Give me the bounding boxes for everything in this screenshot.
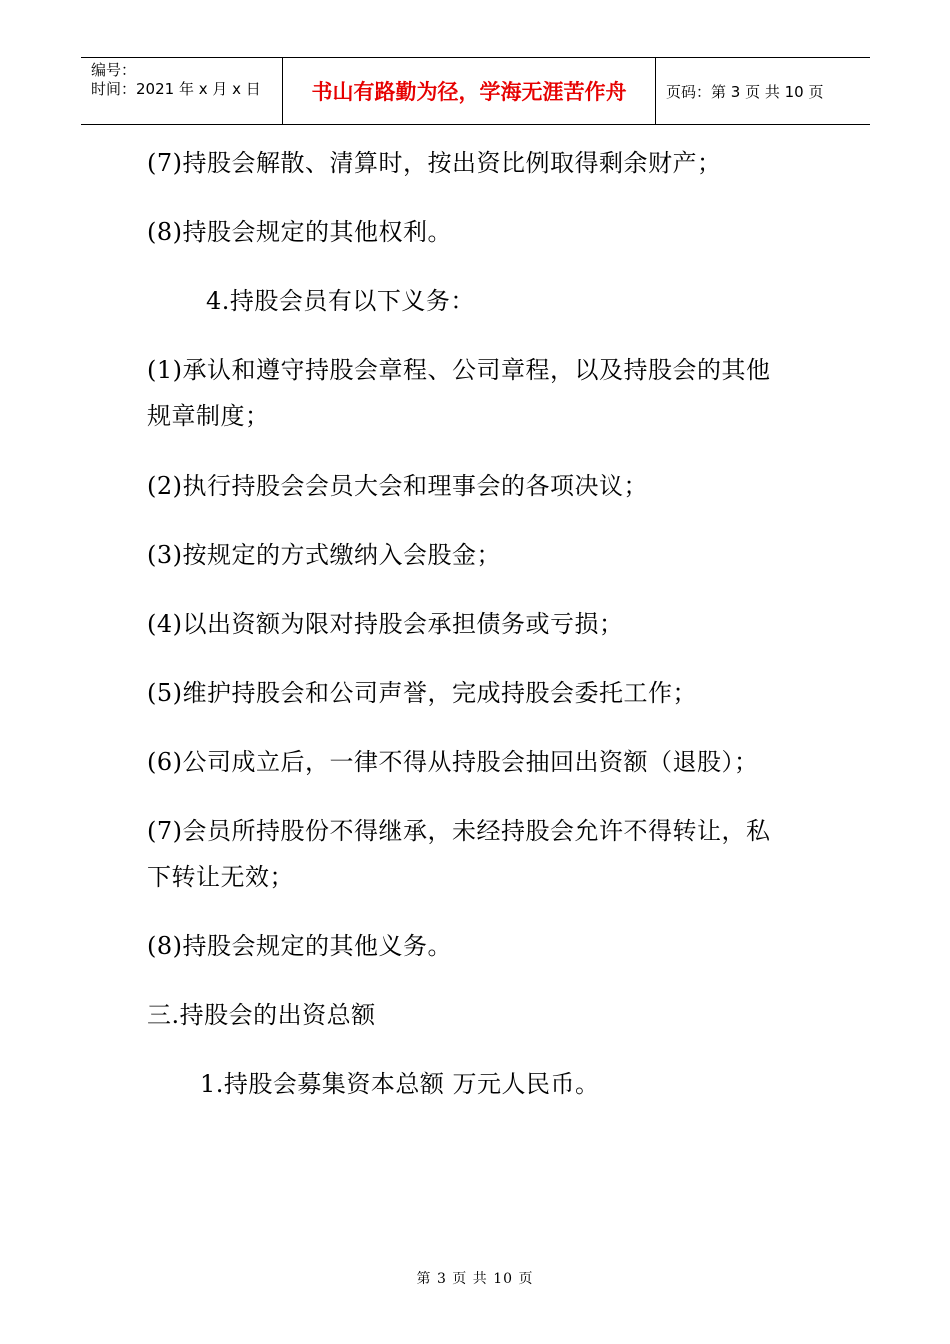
document-date-label: 时间：2021 年 x 月 x 日 [91,80,261,98]
body-line: (4)以出资额为限对持股会承担债务或亏损； [147,610,624,638]
body-line: (7)会员所持股份不得继承，未经持股会允许不得转让，私 [147,817,771,845]
body-line: (3)按规定的方式缴纳入会股金； [147,541,501,569]
body-line: (1)承认和遵守持股会章程、公司章程，以及持股会的其他 [147,356,771,384]
document-number-label: 编号： [91,61,137,79]
body-line: (7)持股会解散、清算时，按出资比例取得剩余财产； [147,149,722,177]
header-motto: 书山有路勤为径，学海无涯苦作舟 [283,58,656,124]
section-heading: 4.持股会员有以下义务： [206,287,475,315]
header-meta [81,58,283,124]
body-line: 1.持股会募集资本总额 万元人民币。 [200,1070,600,1098]
body-line: (8)持股会规定的其他义务。 [147,932,452,960]
body-line: (2)执行持股会会员大会和理事会的各项决议； [147,472,648,500]
body-line: (5)维护持股会和公司声誉，完成持股会委托工作； [147,679,697,707]
body-line: (8)持股会规定的其他权利。 [147,218,452,246]
header-page-info: 页码：第 3 页 共 10 页 [666,82,824,101]
page-footer: 第 3 页 共 10 页 [416,1271,534,1287]
page-header [81,57,870,125]
body-line: (6)公司成立后，一律不得从持股会抽回出资额（退股）； [147,748,759,776]
body-line: 下转让无效； [147,863,294,891]
section-heading: 三.持股会的出资总额 [147,1001,376,1029]
body-line: 规章制度； [147,402,270,430]
